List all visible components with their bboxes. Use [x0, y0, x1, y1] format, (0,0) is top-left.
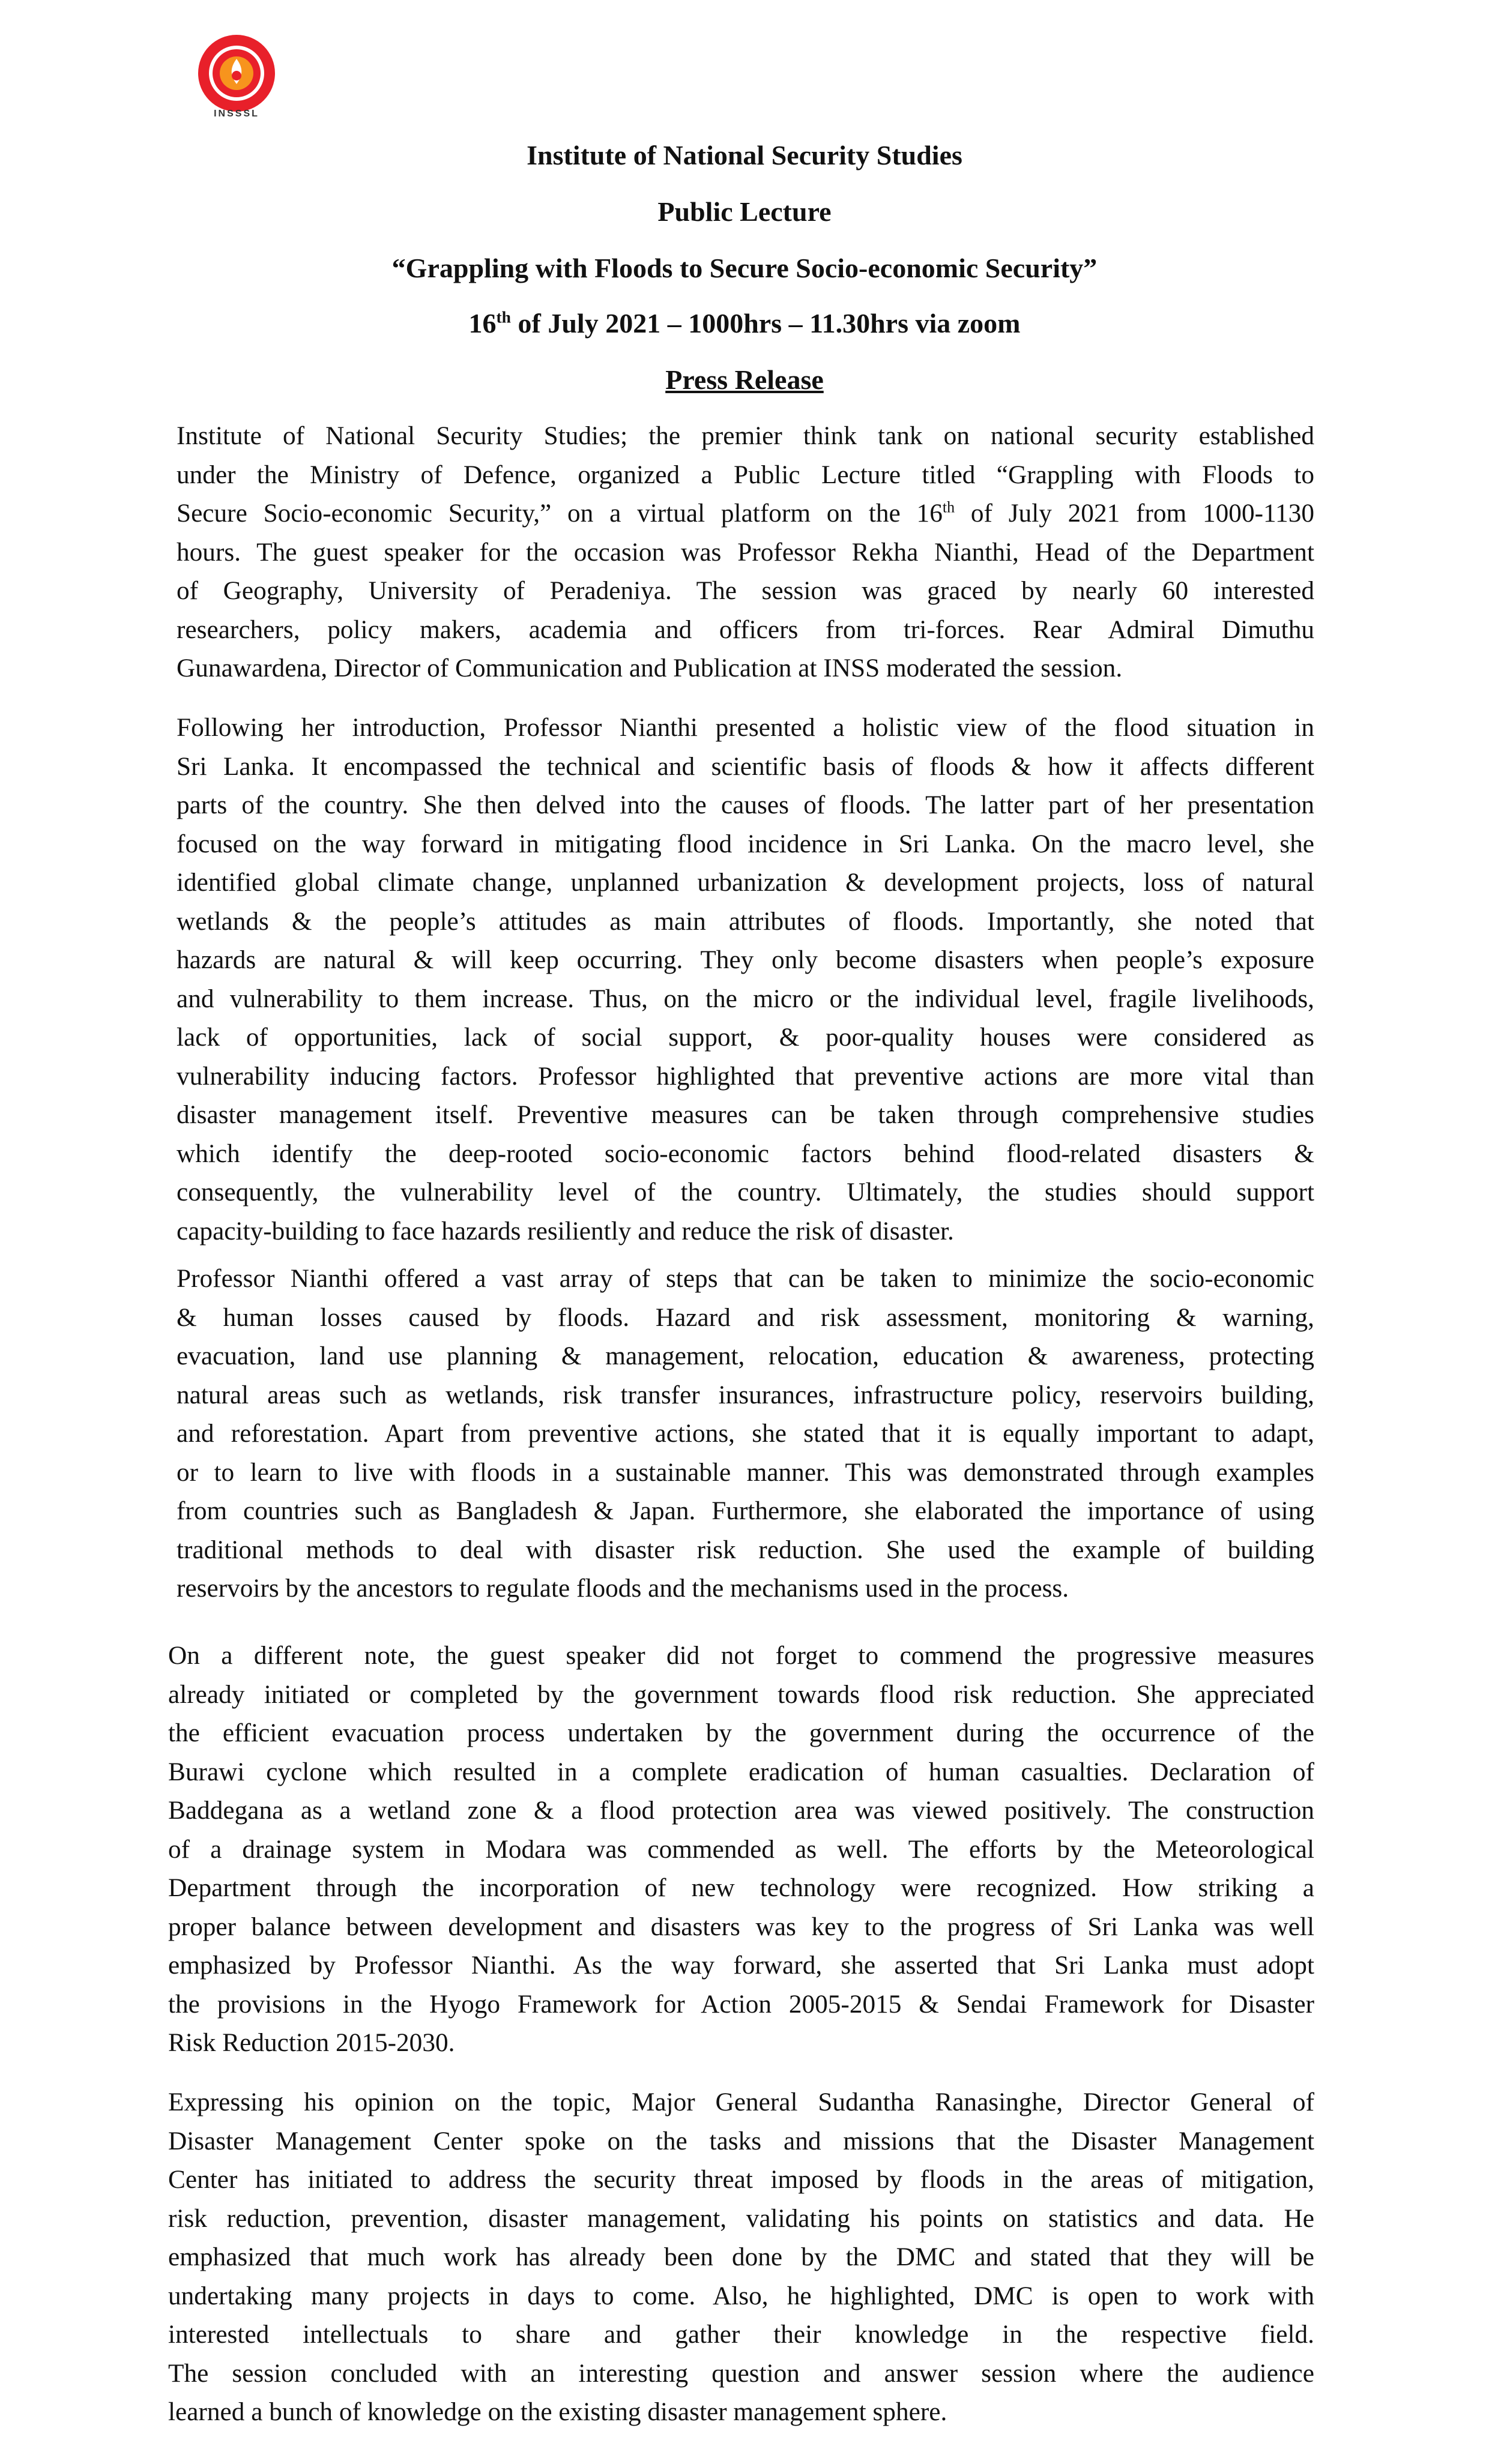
text-line: hours. The guest speaker for the occasion was Professor Rekha Nianthi, Head of the Department: [177, 537, 1314, 567]
logo-text: INSSSL: [214, 109, 259, 119]
text-line: of a drainage system in Modara was commended as well. The efforts by the Meteorological: [168, 1834, 1314, 1864]
text-line: The session concluded with an interesting question and answer session where the audience: [168, 2358, 1314, 2388]
text-line: or to learn to live with floods in a sustainable manner. This was demonstrated through examples: [177, 1457, 1314, 1487]
text-line: Professor Nianthi offered a vast array of steps that can be taken to minimize the socio-economic: [177, 1264, 1314, 1293]
text-line: and reforestation. Apart from preventive actions, she stated that it is equally important to adapt,: [177, 1419, 1314, 1448]
text-line: consequently, the vulnerability level of the country. Ultimately, the studies should support: [177, 1178, 1314, 1206]
text-line: identified global climate change, unplanned urbanization & development projects, loss of natural: [177, 868, 1314, 897]
text-line: lack of opportunities, lack of social support, & poor-quality houses were considered as: [177, 1023, 1314, 1052]
text-line: Expressing his opinion on the topic, Major General Sudantha Ranasinghe, Director General of: [168, 2088, 1314, 2116]
paragraph-5: [168, 2083, 1314, 2432]
date-rest: of July 2021 – 1000hrs – 11.30hrs via zoom: [511, 308, 1021, 339]
text-line: the provisions in the Hyogo Framework for Action 2005-2015 & Sendai Framework for Disaster: [168, 1989, 1314, 2019]
paragraph-2: [177, 708, 1314, 1250]
text-line: researchers, policy makers, academia and officers from tri-forces. Rear Admiral Dimuthu: [177, 615, 1314, 644]
text-line: Secure Socio-economic Security,” on a virtual platform on the 16th of July 2021 from 1000-1130: [177, 498, 1314, 528]
doc-type: Press Release: [665, 364, 824, 395]
date-day: 16: [468, 308, 497, 339]
insss-logo: [178, 32, 295, 120]
text-line: Burawi cyclone which resulted in a complete eradication of human casualties. Declaration of: [168, 1757, 1314, 1786]
text-line: learned a bunch of knowledge on the existing disaster management sphere.: [168, 2397, 947, 2426]
text-line: Gunawardena, Director of Communication and Publication at INSS moderated the session.: [177, 654, 1123, 682]
text-line: undertaking many projects in days to come. Also, he highlighted, DMC is open to work with: [168, 2281, 1314, 2310]
paragraph-4: [168, 1636, 1314, 2062]
paragraph-3: [177, 1259, 1314, 1608]
event-date: [0, 307, 1489, 339]
text-line: capacity-building to face hazards resiliently and reduce the risk of disaster.: [177, 1216, 954, 1246]
org-name: Institute of National Security Studies: [527, 140, 962, 170]
text-line: already initiated or completed by the government towards flood risk reduction. She appreciated: [168, 1679, 1314, 1709]
text-line: disaster management itself. Preventive measures can be taken through comprehensive studies: [177, 1100, 1314, 1129]
text-line: focused on the way forward in mitigating flood incidence in Sri Lanka. On the macro level, she: [177, 829, 1314, 858]
text-line: wetlands & the people’s attitudes as main attributes of floods. Importantly, she noted that: [177, 906, 1314, 936]
text-line: Baddegana as a wetland zone & a flood protection area was viewed positively. The construction: [168, 1796, 1314, 1825]
text-line: from countries such as Bangladesh & Japan. Furthermore, she elaborated the importance of using: [177, 1496, 1314, 1525]
text-line: emphasized by Professor Nianthi. As the way forward, she asserted that Sri Lanka must adopt: [168, 1951, 1314, 1980]
text-line: reservoirs by the ancestors to regulate floods and the mechanisms used in the process.: [177, 1574, 1069, 1603]
text-line: interested intellectuals to share and gather their knowledge in the respective field.: [168, 2320, 1314, 2349]
text-line: and vulnerability to them increase. Thus, on the micro or the individual level, fragile livelihoods,: [177, 984, 1314, 1013]
text-line: risk reduction, prevention, disaster management, validating his points on statistics and data. He: [168, 2203, 1314, 2233]
text-line: Risk Reduction 2015-2030.: [168, 2028, 455, 2057]
text-line: parts of the country. She then delved into the causes of floods. The latter part of her presentation: [177, 791, 1314, 819]
lecture-title: “Grappling with Floods to Secure Socio-economic Security”: [391, 253, 1098, 283]
text-line: under the Ministry of Defence, organized a Public Lecture titled “Grappling with Floods to: [177, 460, 1314, 489]
text-line: Department through the incorporation of new technology were recognized. How striking a: [168, 1873, 1314, 1902]
text-line: Following her introduction, Professor Nianthi presented a holistic view of the flood situation in: [177, 713, 1314, 742]
text-line: vulnerability inducing factors. Professor highlighted that preventive actions are more vital than: [177, 1061, 1314, 1091]
text-line: which identify the deep-rooted socio-economic factors behind flood-related disasters &: [177, 1139, 1314, 1168]
text-line: Sri Lanka. It encompassed the technical and scientific basis of floods & how it affects different: [177, 752, 1314, 781]
text-line: Institute of National Security Studies; the premier think tank on national security established: [177, 421, 1314, 450]
text-line: hazards are natural & will keep occurring. They only become disasters when people’s exposure: [177, 945, 1314, 974]
text-line: emphasized that much work has already been done by the DMC and stated that they will be: [168, 2243, 1314, 2271]
text-line: of Geography, University of Peradeniya. The session was graced by nearly 60 interested: [177, 576, 1314, 605]
text-line: traditional methods to deal with disaster risk reduction. She used the example of building: [177, 1535, 1314, 1564]
text-line: & human losses caused by floods. Hazard and risk assessment, monitoring & warning,: [177, 1303, 1314, 1332]
text-line: Disaster Management Center spoke on the tasks and missions that the Disaster Management: [168, 2126, 1314, 2155]
text-line: the efficient evacuation process undertaken by the government during the occurrence of the: [168, 1718, 1314, 1747]
text-line: On a different note, the guest speaker did not forget to commend the progressive measures: [168, 1641, 1314, 1670]
text-line: evacuation, land use planning & management, relocation, education & awareness, protecting: [177, 1342, 1314, 1370]
text-line: natural areas such as wetlands, risk transfer insurances, infrastructure policy, reservoirs building,: [177, 1380, 1314, 1409]
paragraph-1: [177, 417, 1314, 688]
date-suffix: th: [496, 307, 512, 327]
event-type: Public Lecture: [657, 196, 832, 227]
text-line: proper balance between development and disasters was key to the progress of Sri Lanka was well: [168, 1912, 1314, 1941]
text-line: Center has initiated to address the security threat imposed by floods in the areas of mitigation,: [168, 2165, 1314, 2194]
